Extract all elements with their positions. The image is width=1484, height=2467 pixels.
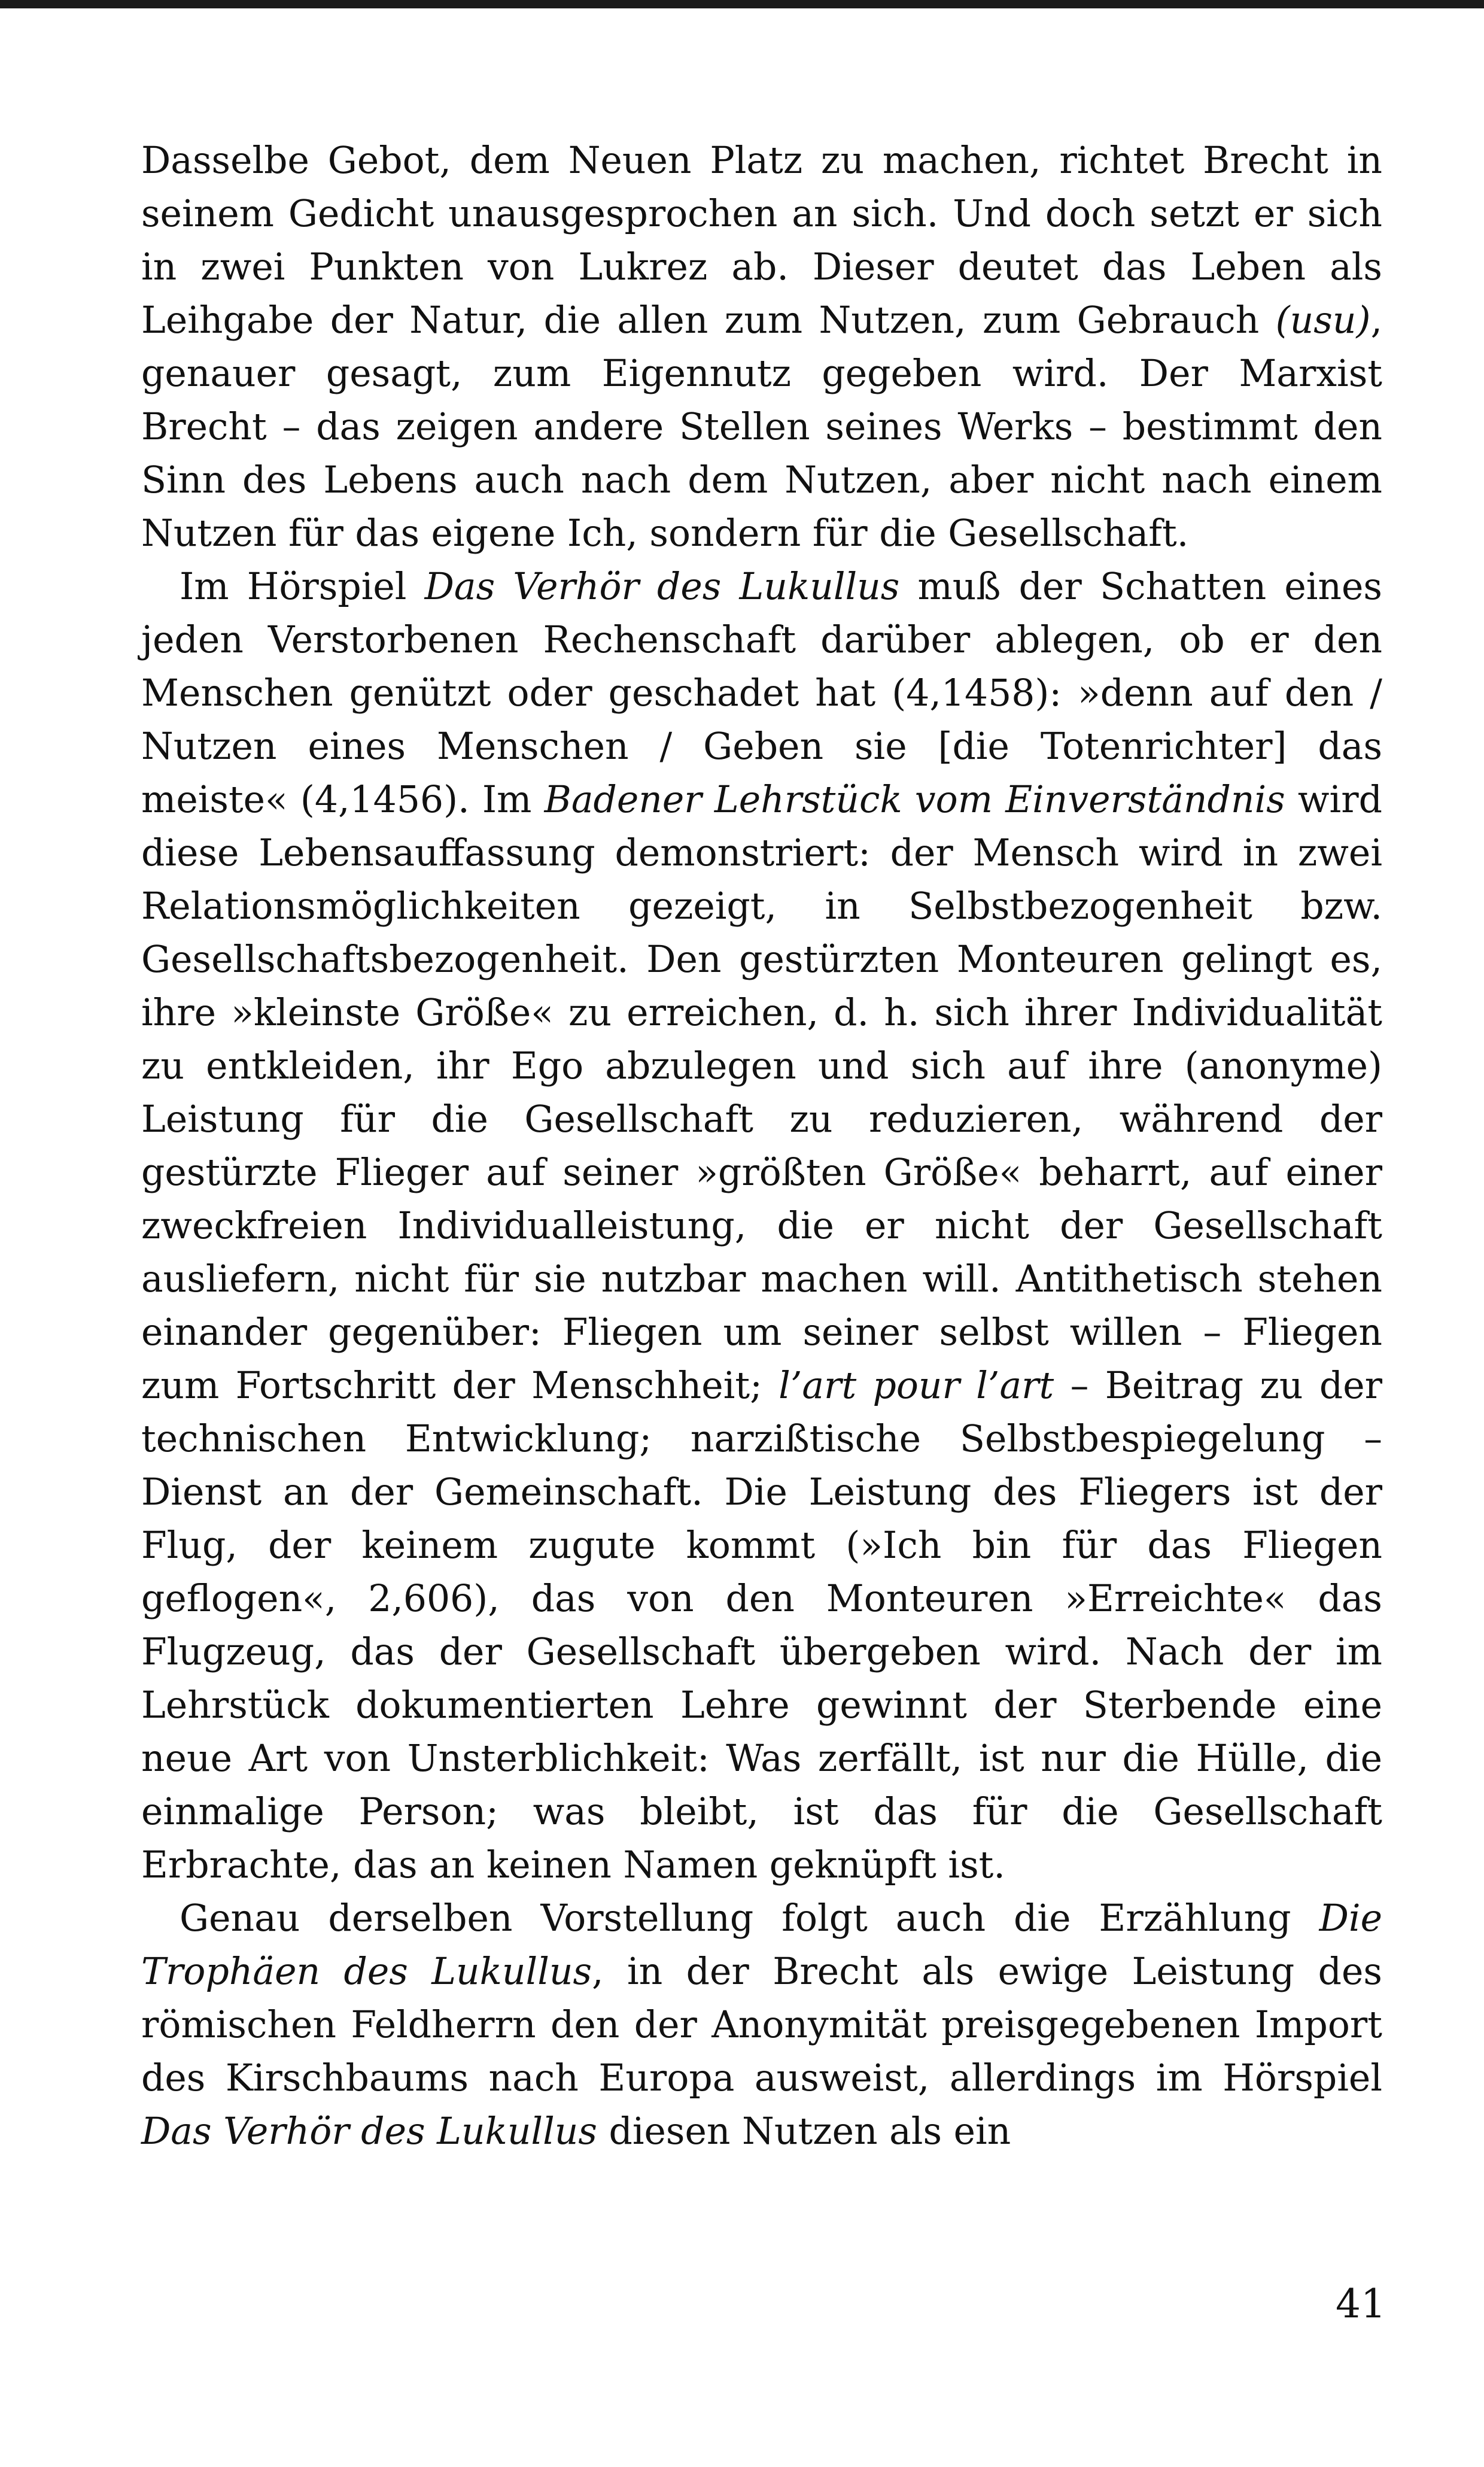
text-run: wird diese Lebensauffassung demonstriert: der Mensch wird in zwei Relationsmöglichkeiten gezeigt, in Selbstbezogenheit bzw. Gesellschaftsbezogenheit. Den gestürzten Monteuren gelingt es, ihre »kleinste Größe« zu erreichen, d. h. sich ihrer Individualität zu entkleiden, ihr Ego abzulegen und sich auf ihre (anonyme) Leistung für die Gesellschaft zu reduzieren, während der gestürzte Flieger auf seiner »größten Größe« beharrt, auf einer zweckfreien Individualleistung, die er nicht der Gesellschaft ausliefern, nicht für sie nutzbar machen will. Antithetisch stehen einander gegenüber: Fliegen um seiner selbst willen – Fliegen zum Fortschritt der Menschheit; <box>141 778 1382 1407</box>
italic-title-run: Badener Lehrstück vom Einverständnis <box>544 778 1285 821</box>
italic-title-run: l’art pour l’art <box>779 1364 1054 1407</box>
top-border-rule <box>0 0 1484 8</box>
italic-title-run: Das Verhör des Lukullus <box>424 565 900 608</box>
text-run: diesen Nutzen als ein <box>597 2110 1011 2153</box>
body-text <box>141 134 1382 2158</box>
italic-title-run: Das Verhör des Lukullus <box>141 2110 597 2153</box>
text-run: muß der Schatten eines jeden Verstorbenen Rechenschaft darüber ablegen, ob er den Menschen genützt oder geschadet hat (4,1458): »denn auf den / Nutzen eines Menschen / Geben sie [die Totenrichter] das meiste« (4,1456). Im <box>141 565 1382 821</box>
text-run: – Beitrag zu der technischen Entwicklung; narzißtische Selbstbespiegelung – Dienst an der Gemeinschaft. Die Leistung des Fliegers ist der Flug, der keinem zugute kommt (»Ich bin für das Fliegen geflogen«, 2,606), das von den Monteuren »Erreichte« das Flugzeug, das der Gesellschaft übergeben wird. Nach der im Lehrstück dokumentierten Lehre gewinnt der Sterbende eine neue Art von Unsterblichkeit: Was zerfällt, ist nur die Hülle, die einmalige Person; was bleibt, ist das für die Gesellschaft Erbrachte, das an keinen Namen geknüpft ist. <box>141 1364 1382 1886</box>
paragraph-3 <box>141 1892 1382 2158</box>
page-number: 41 <box>1336 2281 1386 2327</box>
text-run: , genauer gesagt, zum Eigennutz gegeben wird. Der Marxist Brecht – das zeigen andere Stellen seines Werks – bestimmt den Sinn des Lebens auch nach dem Nutzen, aber nicht nach einem Nutzen für das eigene Ich, sondern für die Gesellschaft. <box>141 299 1382 555</box>
text-run: Dasselbe Gebot, dem Neuen Platz zu machen, richtet Brecht in seinem Gedicht unausgesprochen an sich. Und doch setzt er sich in zwei Punkten von Lukrez ab. Dieser deutet das Leben als Leihgabe der Natur, die allen zum Nutzen, zum Gebrauch <box>141 139 1382 342</box>
text-run: Genau derselben Vorstellung folgt auch die Erzählung <box>180 1897 1319 1940</box>
text-run: Im Hörspiel <box>180 565 425 608</box>
paragraph-2 <box>141 560 1382 1892</box>
italic-title-run: Die Trophäen des Lukullus <box>141 1897 1382 1993</box>
italic-title-run: (usu) <box>1275 299 1371 342</box>
paragraph-1 <box>141 134 1382 560</box>
text-run: , in der Brecht als ewige Leistung des römischen Feldherrn den der Anonymität preisgegebenen Import des Kirschbaums nach Europa ausweist, allerdings im Hörspiel <box>141 1950 1382 2100</box>
